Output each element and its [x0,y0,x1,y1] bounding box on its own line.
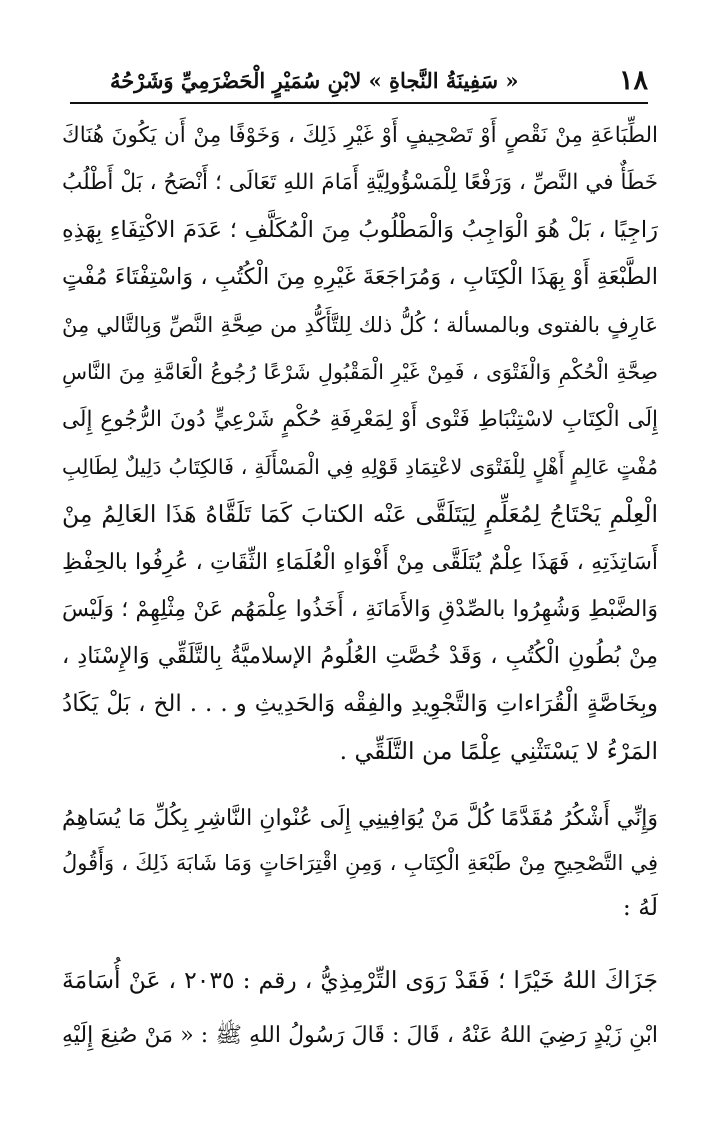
text-line: رَاجِيًا ، بَلْ هُوَ الْوَاجِبُ وَالْمَطْلُوبُ مِنَ الْمُكَلَّفِ ؛ عَدَمَ الاكْتِفَاءِ بِهَذِهِ [62,216,658,243]
text-line: الطَّبْعَةِ أَوْ بِهَذَا الْكِتَابِ ، وَمُرَاجَعَةَ غَيْرِهِ مِنَ الْكُتُبِ ، وَاسْتِفْتَاءَ مُفْتٍ [62,264,658,291]
paragraph-3 [62,952,658,1064]
text-line: الطِّبَاعَةِ مِنْ نَقْصٍ أَوْ تَصْحِيفٍ أَوْ غَيْرِ ذَلِكَ ، وَخَوْفًا مِنْ أَن يَكُونَ هُنَاكَ [62,123,658,148]
text-line: ابْنِ زَيْدٍ رَضِيَ اللهُ عَنْهُ ، قَالَ : قَالَ رَسُولُ اللهِ ﷺ : « مَنْ صُنِعَ إِلَيْهِ [62,1023,658,1048]
page-header [70,58,648,104]
text-line: فِي التَّصْحِيحِ مِنْ طَبْعَةِ الْكِتَابِ ، وَمِنِ اقْتِرَاحَاتٍ وَمَا شَابَهَ ذَلِكَ ، وَأَقُولُ [62,851,658,875]
text-line: الْعِلْمِ يَحْتَاجُ لِمُعَلِّمٍ لِيَتَلَقَّى عَنْه الكتابَ كَمَا تَلَقَّاهُ هَذَا العَالِمُ مِنْ [62,500,658,529]
text-line: مِنْ بُطُونِ الْكُتُبِ ، وَقَدْ خُصَّتِ العُلُومُ الإسلاميَّةُ بِالتَّلَقِّي وَالإِسْنَادِ ، [62,643,658,670]
page-number: ١٨ [618,64,648,96]
text-line: وبِخَاصَّةٍ الْقُرَاءاتِ وَالتَّجْوِيدِ والفِقْه وَالحَدِيثِ و . . . الخ ، بَلْ يَكَادُ [62,690,658,717]
running-title: « سَفِينَةُ النَّجاةِ » لابْنِ سُمَيْرٍ الْحَضْرَمِيِّ وَشَرْحُهُ [110,67,519,93]
text-line: إِلَى الْكِتَابِ لاسْتِنْبَاطِ فَتْوى أَوْ لِمَعْرِفَةِ حُكْمٍ شَرْعِيٍّ دُونَ الرُّجُوعِ إِلَى [62,407,658,433]
text-line: عَارِفٍ بالفتوى وبالمسألة ؛ كُلُّ ذلك لِلتَّأَكُّدِ من صِحَّةِ النَّصِّ وَبِالتَّالي مِنْ [62,312,658,337]
text-line: وَالضَّبْطِ وَشُهِرُوا بالصِّدْقِ وَالأَمَانَةِ ، أَخَذُوا عِلْمَهُم عَنْ مِثْلِهِمْ ؛ وَلَيْسَ [62,596,658,622]
text-line: مُفْتٍ عَالِمٍ أَهْلٍ لِلْفَتْوَى لاعْتِمَادِ قَوْلِهِ فِي الْمَسْأَلَةِ ، فَالكِتَابُ دَلِيلٌ لِطَالِبِ [62,454,658,479]
paragraph-2 [62,797,658,929]
text-line: المَرْءُ لا يَسْتَثْنِي عِلْمًا من التَّلَقِّي . [339,737,658,766]
text-line: خَطَأٌ في النَّصِّ ، وَرَفْعًا لِلْمَسْؤُولِيَّةِ أَمَامَ اللهِ تَعَالَى ؛ أَنْصَحُ ، بَلْ أَطْلُبُ [62,170,658,196]
text-line: جَزَاكَ اللهُ خَيْرًا ؛ فَقَدْ رَوَى التِّرْمِذِيُّ ، رقم : ٢٠٣٥ ، عَنْ أُسَامَةَ [62,966,658,994]
text-line: وَإِنِّي أَشْكُرُ مُقَدَّمًا كُلَّ مَنْ يُوَافِينِي إِلَى عُنْوانِ النَّاشِرِ بِكُلِّ مَا يُسَاهِمُ [62,806,658,831]
text-line: صِحَّةِ الْحُكْمِ وَالْفَتْوَى ، فَمِنْ غَيْرِ الْمَقْبُولِ شَرْعًا رُجُوعُ الْعَامَّةِ مِنَ النَّاسِ [62,359,658,384]
text-line: أَسَاتِذَتِهِ ، فَهَذَا عِلْمٌ يُتَلَقَّى مِنْ أَفْوَاهِ الْعُلَمَاءِ الثِّقَاتِ ، عُرِفُوا بالحِفْظِ [62,549,658,575]
paragraph-1 [62,112,658,775]
text-line: لَهُ : [622,893,658,921]
